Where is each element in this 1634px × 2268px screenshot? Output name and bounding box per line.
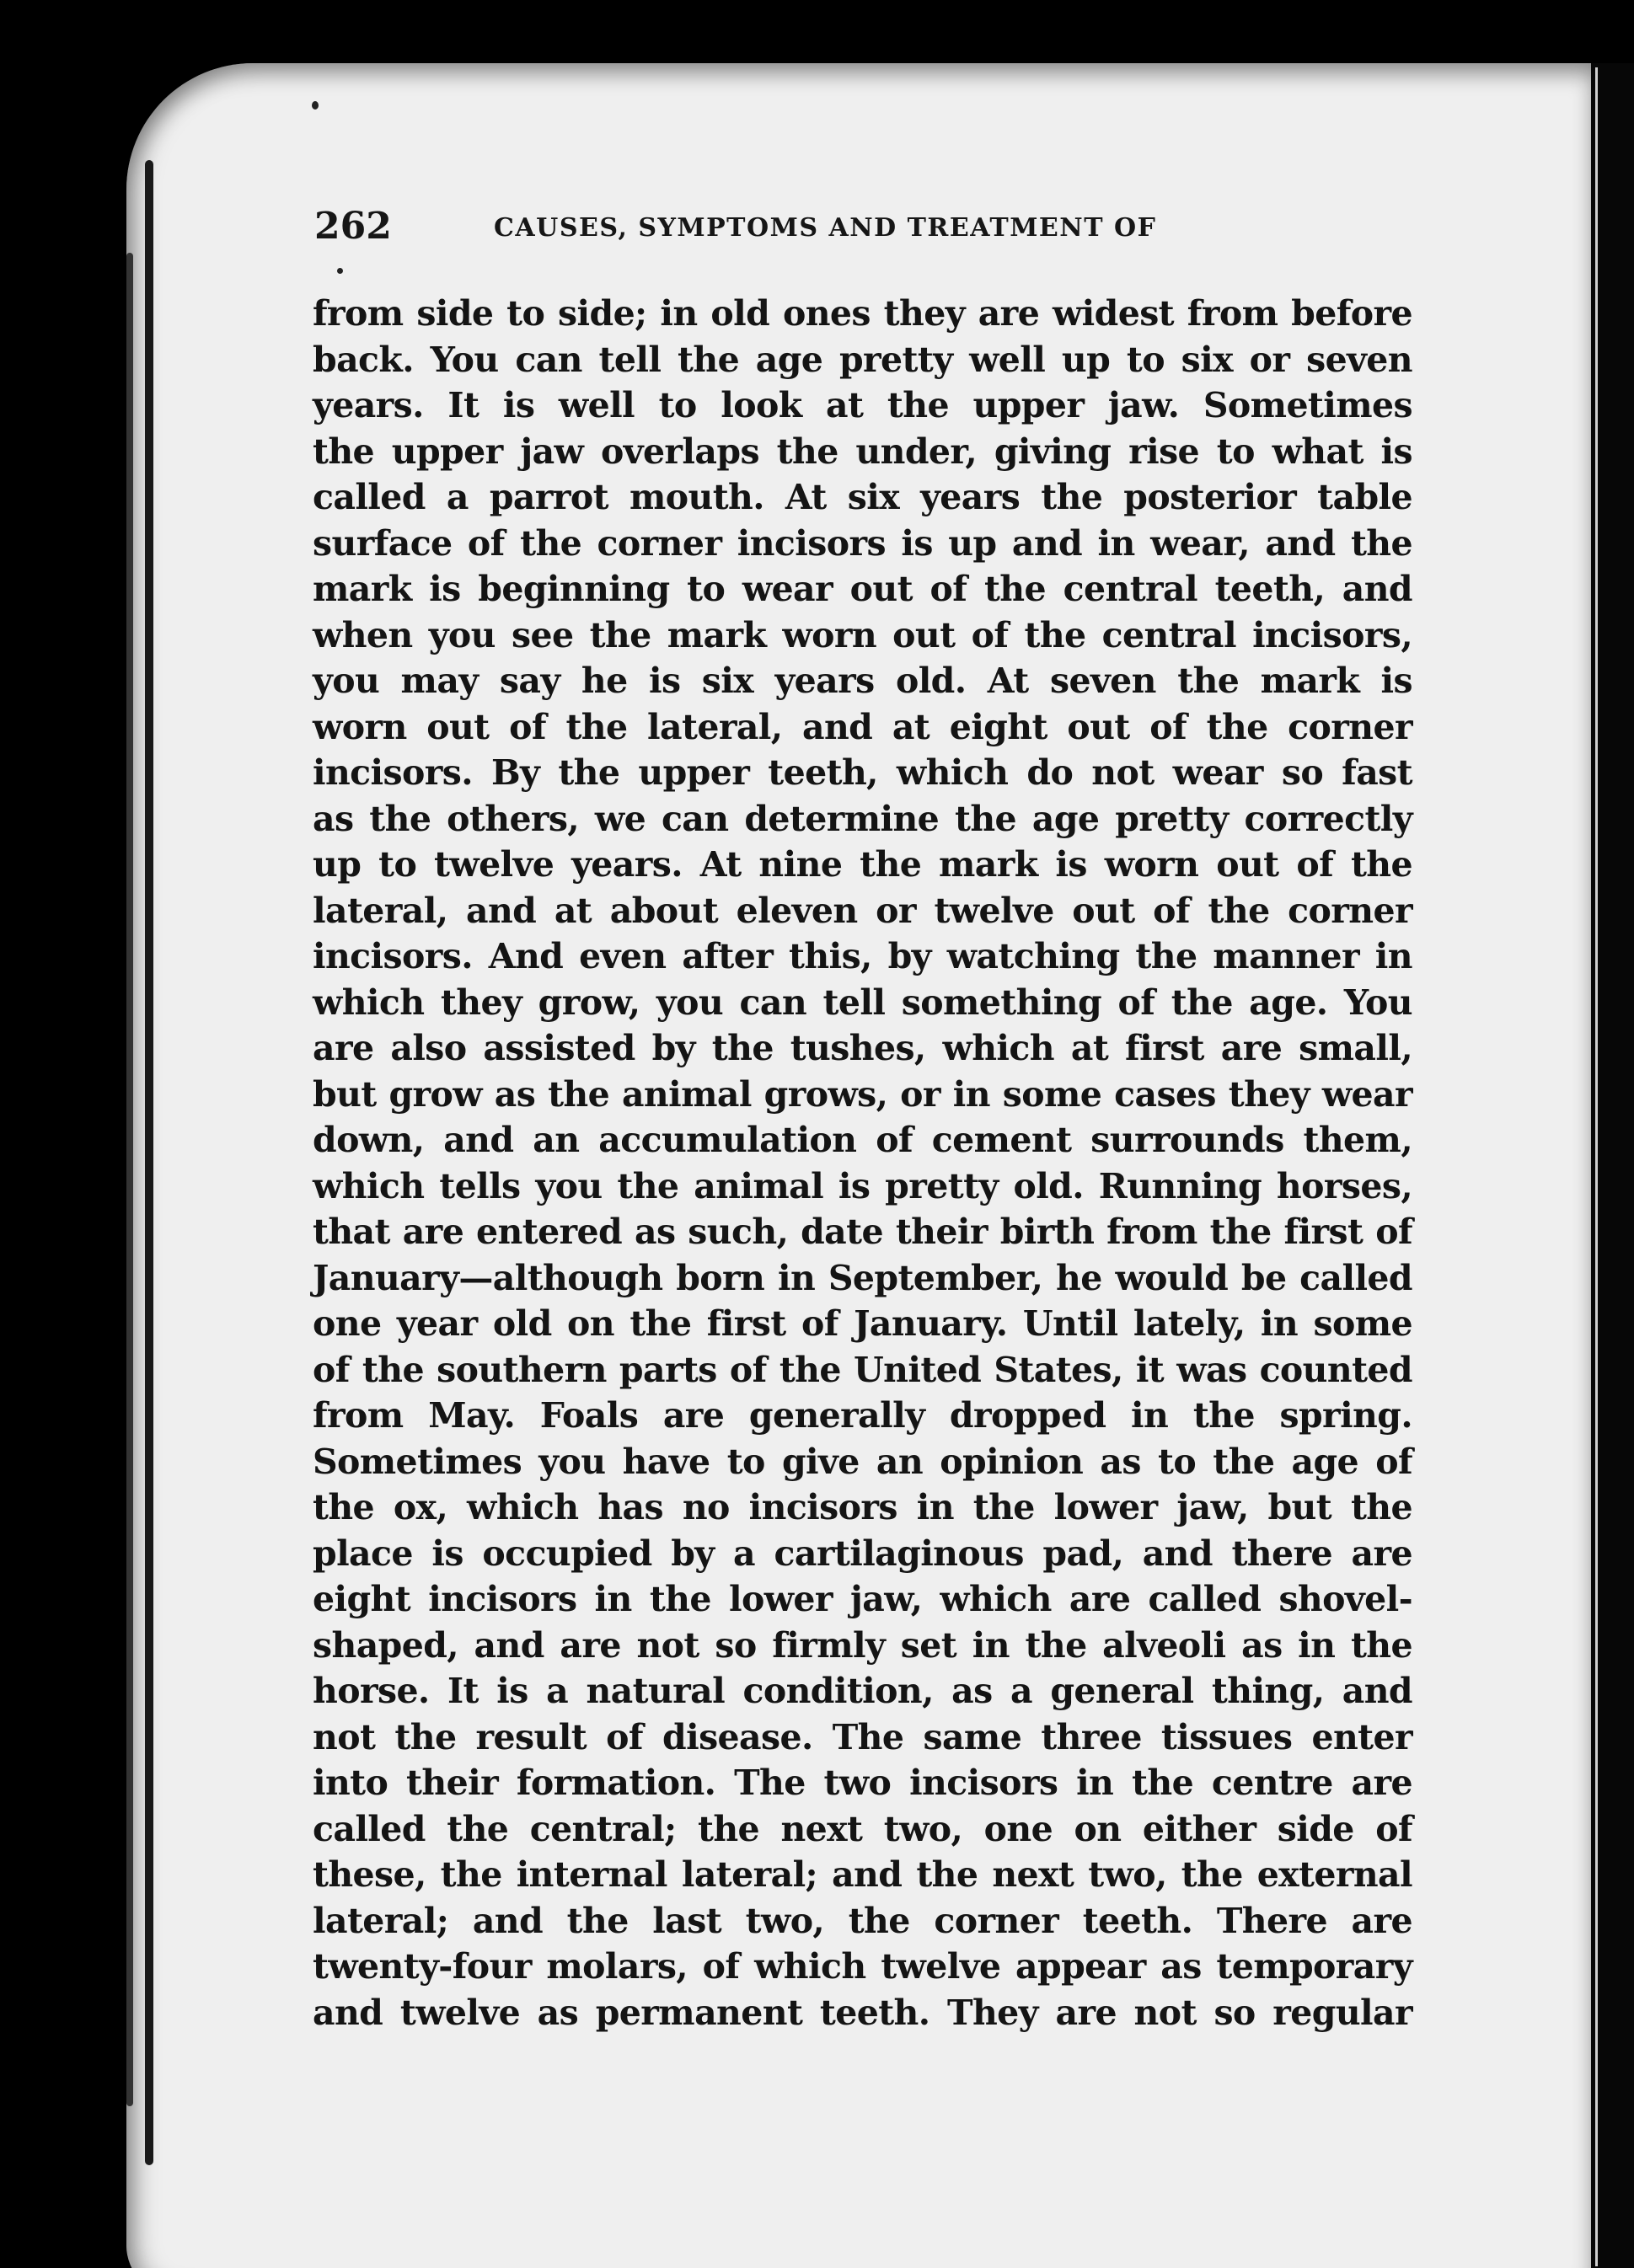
text-line: one year old on the first of January. Until lately, in some (313, 1303, 1412, 1344)
text-line: you may say he is six years old. At seven the mark is (313, 661, 1412, 701)
page-stack-edge (126, 253, 133, 2106)
text-line: eight incisors in the lower jaw, which are called shovel- (313, 1579, 1412, 1619)
text-line: which tells you the animal is pretty old. Running horses, (313, 1165, 1412, 1206)
text-line: up to twelve years. At nine the mark is worn out of the (313, 844, 1412, 885)
text-line: but grow as the animal grows, or in some cases they wear (313, 1073, 1412, 1115)
text-line: these, the internal lateral; and the next two, the external (313, 1854, 1412, 1895)
text-line: of the southern parts of the United States, it was counted (313, 1349, 1412, 1390)
text-line: the ox, which has no incisors in the lower jaw, but the (313, 1487, 1412, 1527)
text-line: that are entered as such, date their birth from the first of (313, 1212, 1412, 1252)
text-line: down, and an accumulation of cement surrounds them, (313, 1120, 1412, 1160)
text-line: shaped, and are not so firmly set in the alveoli as in the (313, 1624, 1412, 1666)
text-line: called a parrot mouth. At six years the posterior table (313, 477, 1412, 517)
text-line: which they grow, you can tell something of the age. You (313, 982, 1412, 1023)
text-line: from May. Foals are generally dropped in the spring. (313, 1395, 1412, 1436)
text-line: worn out of the lateral, and at eight out of the corner (313, 706, 1412, 747)
text-line: mark is beginning to wear out of the central teeth, and (313, 569, 1412, 609)
text-line: lateral, and at about eleven or twelve out of the corner (313, 890, 1412, 931)
text-line: place is occupied by a cartilaginous pad, and there are (313, 1533, 1412, 1574)
text-line: incisors. By the upper teeth, which do not wear so fast (313, 752, 1412, 793)
text-line: and twelve as permanent teeth. They are not so regular (313, 1992, 1412, 2033)
ink-speck (337, 268, 343, 274)
body-paragraph (313, 291, 1412, 2035)
text-line: surface of the corner incisors is up and in wear, and the (313, 522, 1412, 564)
text-line: horse. It is a natural condition, as a general thing, and (313, 1671, 1412, 1711)
text-line: when you see the mark worn out of the central incisors, (313, 614, 1412, 655)
text-line: January—although born in September, he would be called (313, 1257, 1412, 1298)
page-curl-edge (145, 160, 153, 2165)
text-line: into their formation. The two incisors in the centre are (313, 1763, 1412, 1803)
ink-speck (312, 101, 319, 110)
text-line: are also assisted by the tushes, which at first are small, (313, 1028, 1412, 1068)
text-line: Sometimes you have to give an opinion as to the age of (313, 1441, 1412, 1482)
page-number: 262 (314, 205, 392, 248)
text-line: back. You can tell the age pretty well up to six or seven (313, 339, 1412, 380)
text-line: the upper jaw overlaps the under, giving rise to what is (313, 431, 1412, 472)
text-line: from side to side; in old ones they are widest from before (313, 293, 1412, 334)
text-line: lateral; and the last two, the corner teeth. There are (313, 1900, 1412, 1941)
text-line: as the others, we can determine the age pretty correctly (313, 798, 1412, 839)
running-head-title: CAUSES, SYMPTOMS AND TREATMENT OF (494, 213, 1157, 243)
text-line: called the central; the next two, one on either side of (313, 1808, 1412, 1849)
text-line: incisors. And even after this, by watching the manner in (313, 936, 1412, 976)
text-line: not the result of disease. The same three tissues enter (313, 1716, 1412, 1757)
text-line: years. It is well to look at the upper jaw. Sometimes (313, 385, 1412, 425)
text-line: twenty-four molars, of which twelve appear as temporary (313, 1946, 1412, 1987)
running-header (314, 205, 1410, 255)
binding-line (1595, 67, 1598, 2266)
